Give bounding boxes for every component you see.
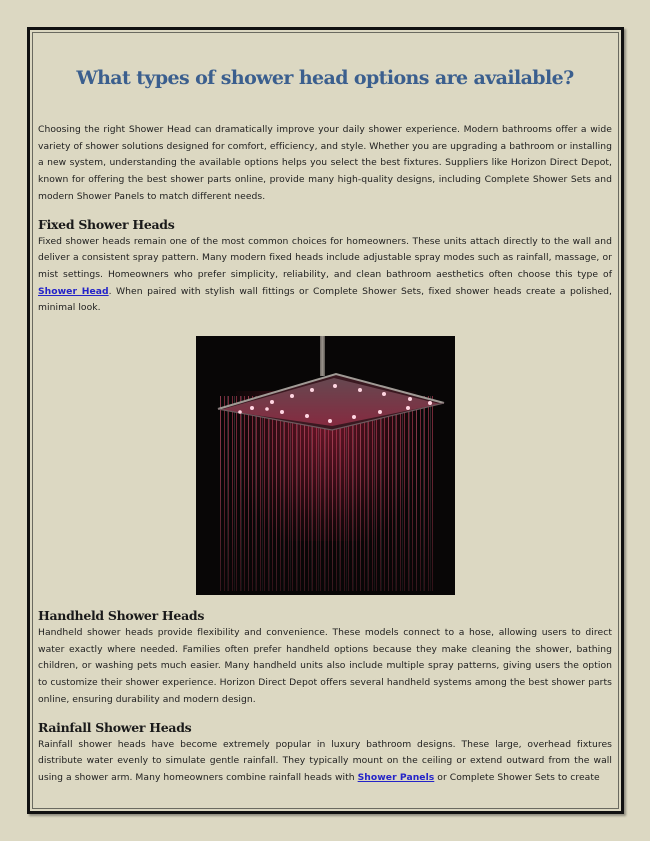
intro-paragraph: Choosing the right Shower Head can dramatically improve your daily shower experience. Modern bathrooms offer a wide variety of shower solutions designed for comfort, efficiency, and style. Whether you are upgrading a bathroom or installing a new system, understanding the available options helps you select the best fixtures. Suppliers like Horizon Direct Depot, known for offering the best shower parts online, provide many high-quality designs, including Complete Shower Sets and modern Shower Panels to match different needs. xyxy=(38,124,612,202)
document-content xyxy=(38,60,612,787)
shower-arm-pipe xyxy=(320,336,325,376)
shower-panels-link[interactable]: Shower Panels xyxy=(357,771,435,783)
section-heading-fixed: Fixed Shower Heads xyxy=(38,216,175,232)
fixed-text-after-link: . When paired with stylish wall fittings or Complete Shower Sets, fixed shower heads create a polished, minimal look. xyxy=(38,285,612,314)
section-heading-rainfall: Rainfall Shower Heads xyxy=(38,719,192,735)
rainfall-text-before-link: Rainfall shower heads have become extremely popular in luxury bathroom designs. These large, overhead fixtures distribute water evenly to simulate gentle rainfall. They typically mount on the ceiling or extend outward from the wall using a shower arm. Many homeowners combine rainfall heads with xyxy=(38,738,612,783)
section-heading-handheld: Handheld Shower Heads xyxy=(38,608,205,624)
fixed-text-before-link: Fixed shower heads remain one of the most common choices for homeowners. These units attach directly to the wall and deliver a consistent spray pattern. Many modern fixed heads include adjustable spray modes such as rainfall, massage, or mist settings. Homeowners who prefer simplicity, reliability, and clean bathroom aesthetics often choose this type of xyxy=(38,235,612,280)
page-title: What types of shower head options are available? xyxy=(76,67,574,89)
shower-head-link[interactable]: Shower Head xyxy=(38,285,109,297)
square-shower-head-icon xyxy=(212,372,448,432)
led-rainfall-shower-image xyxy=(196,336,455,595)
rainfall-paragraph xyxy=(38,737,612,787)
handheld-paragraph: Handheld shower heads provide flexibility and convenience. These models connect to a hose, allowing users to direct water exactly where needed. Families often prefer handheld options because they make cleaning the shower, bathing children, or washing pets much easier. Many handheld units also include multiple spray patterns, giving users the option to customize their shower experience. Horizon Direct Depot offers several handheld systems among the best shower parts online, ensuring durability and modern design. xyxy=(38,627,612,705)
fixed-paragraph xyxy=(38,234,612,318)
rainfall-text-after-link: or Complete Shower Sets to create xyxy=(434,771,600,783)
